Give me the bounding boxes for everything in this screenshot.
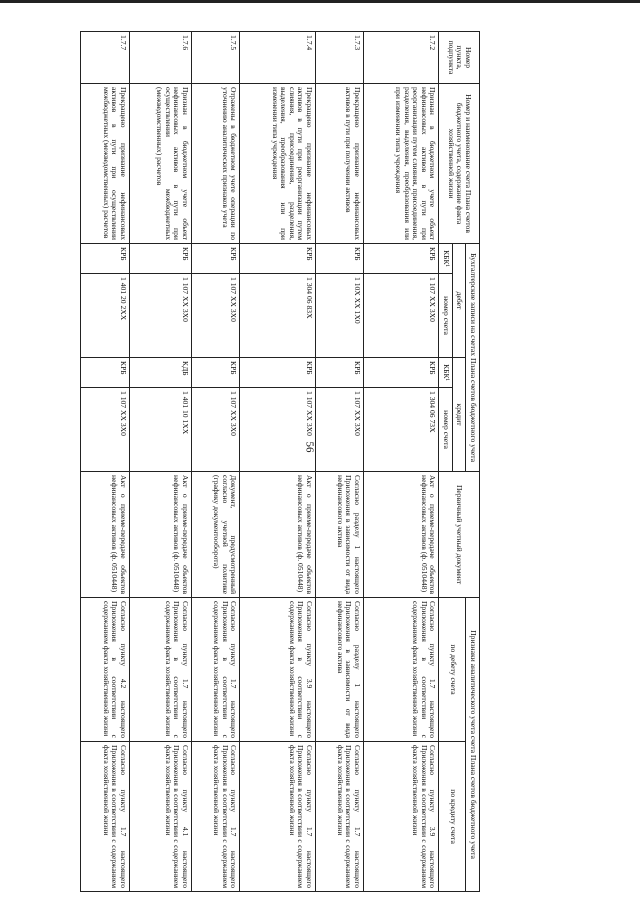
header-acc-num: номер счета [439,274,453,358]
row-num: 1.7.3 [315,32,363,84]
row-doc: Акт о приеме-передаче объектов нефинансовых активов (ф. 0510448) [81,472,130,598]
row-doc: Акт о приеме-передаче объектов нефинансовых активов (ф. 0510448) [240,472,316,598]
row-name: Признан в бюджетном учете объект нефинансовых активов в пути при реорганизации путем слияния, присоединения, разделения, выделения, преобразования или при изменении типа учреждения [364,84,440,244]
row-debit-acc: 1 107 XX 3X0 [129,274,191,358]
table-row [240,32,316,892]
table-row [191,32,239,892]
row-kbk: КРБ [315,244,363,274]
header-acc-num-credit: номер счета [439,388,453,472]
row-credit-acc: 1 107 XX 3X0 [240,388,316,472]
row-credit-kbk: КРБ [364,358,440,388]
row-credit-kbk: КРБ [315,358,363,388]
page-top-edge [0,0,640,3]
row-num: 1.7.4 [240,32,316,84]
table-row [364,32,440,892]
row-by-credit: Согласно пункту 1.7 настоящего Приложения в соответствии с содержанием факта хозяйственной жизни [81,742,130,892]
row-credit-kbk: КРБ [191,358,239,388]
row-doc: Акт о приеме-передаче объектов нефинансовых активов (ф. 0510448) [364,472,440,598]
row-credit-acc: 1 107 XX 3X0 [81,388,130,472]
row-doc: Документ, предусмотренный согласно учетной политике (графику документооборота) [191,472,239,598]
header-num: Номер пункта, подпункта [439,32,480,84]
row-debit-acc: 1 10X XX 1X0 [315,274,363,358]
row-debit-acc: 1 107 XX 3X0 [364,274,440,358]
row-credit-acc: 1 107 XX 3X0 [315,388,363,472]
header-doc: Первичный учетный документ [439,472,480,598]
row-kbk: КРБ [191,244,239,274]
row-by-debit: Согласно разделу 1 настоящего Приложения в зависимости от вида нефинансового актива [315,598,363,742]
rotated-table-wrapper [80,31,480,891]
row-credit-acc: 1 107 XX 3X0 [191,388,239,472]
row-credit-acc: 1 304 06 73X [364,388,440,472]
row-debit-acc: 1 304 06 83X [240,274,316,358]
row-by-debit: Согласно пункту 3.9 настоящего Приложения в соответствии с содержанием факта хозяйственной жизни [240,598,316,742]
row-credit-kbk: КДБ [129,358,191,388]
row-name: Отражены в бюджетном учете операции по уточнению аналитических признаков учета [191,84,239,244]
header-by-debit: по дебету счета [439,598,466,742]
header-entries: Бухгалтерские записи на счетах Плана счетов бюджетного учета [466,244,480,472]
header-kbk-credit: КБК¹ [439,358,453,388]
row-by-debit: Согласно пункту 1.7 настоящего Приложения в соответствии с содержанием факта хозяйственной жизни [364,598,440,742]
row-credit-kbk: КРБ [81,358,130,388]
row-num: 1.7.7 [81,32,130,84]
row-name: Прекращено признание нефинансовых активов в пути при реорганизации путем слияния, присоединения, разделения, выделения, преобразования или при изменении типа учреждения [240,84,316,244]
header-kbk: КБК¹ [439,244,453,274]
page-number: 56 [303,441,316,453]
row-doc: Акт о приеме-передаче объектов нефинансовых активов (ф. 0510448) [129,472,191,598]
header-name: Номер и наименование счета Плана счетов бюджетного учета, содержание факта хозяйственной жизни [439,84,480,244]
header-credit: кредит [453,358,467,472]
table-row [315,32,363,892]
row-credit-acc: 1 401 10 1XX [129,388,191,472]
row-num: 1.7.6 [129,32,191,84]
header-debit: дебет [453,244,467,358]
row-num: 1.7.2 [364,32,440,84]
row-doc: Согласно разделу 1 настоящего Приложения в зависимости от вида нефинансового актива [315,472,363,598]
table-header [439,32,480,892]
row-credit-kbk: КРБ [240,358,316,388]
table-row [81,32,130,892]
row-by-credit: Согласно пункту 4.1 настоящего Приложения в соответствии с содержанием факта хозяйственной жизни [129,742,191,892]
row-kbk: КРБ [240,244,316,274]
row-kbk: КРБ [129,244,191,274]
row-name: Прекращено признание нефинансовых активов в пути при получении активов [315,84,363,244]
row-by-debit: Согласно пункту 1.7 настоящего Приложения в соответствии с содержанием факта хозяйственной жизни [191,598,239,742]
header-row-1 [466,32,480,892]
row-by-credit: Согласно пункту 1.7 настоящего Приложения в соответствии с содержанием факта хозяйственной жизни [191,742,239,892]
row-debit-acc: 1 107 XX 3X0 [191,274,239,358]
row-num: 1.7.5 [191,32,239,84]
table-body [81,32,440,892]
row-by-debit: Согласно пункту 1.7 настоящего Приложения в соответствии с содержанием факта хозяйственной жизни [129,598,191,742]
row-by-debit: Согласно пункту 4.2 настоящего Приложения в соответствии с содержанием факта хозяйственной жизни [81,598,130,742]
row-by-credit: Согласно пункту 1.7 настоящего Приложения в соответствии с содержанием факта хозяйственной жизни [240,742,316,892]
row-name: Признан в бюджетном учете объект нефинансовых активов в пути при осуществлении межбюджетных (межведомственных) расчетов [129,84,191,244]
row-name: Прекращено признание нефинансовых активов в пути при осуществлении межбюджетных (межведомственных) расчетов [81,84,130,244]
header-analytics: Признаки аналитического учета счета Плана счетов бюджетного учета [466,598,480,892]
header-by-credit: по кредиту счета [439,742,466,892]
row-debit-acc: 1 401 20 2XX [81,274,130,358]
row-kbk: КРБ [364,244,440,274]
table-row [129,32,191,892]
accounting-table [80,31,480,892]
row-by-credit: Согласно пункту 3.9 настоящего Приложения в соответствии с содержанием факта хозяйственной жизни [364,742,440,892]
row-kbk: КРБ [81,244,130,274]
row-by-credit: Согласно пункту 1.7 настоящего Приложения в соответствии с содержанием факта хозяйственной жизни [315,742,363,892]
